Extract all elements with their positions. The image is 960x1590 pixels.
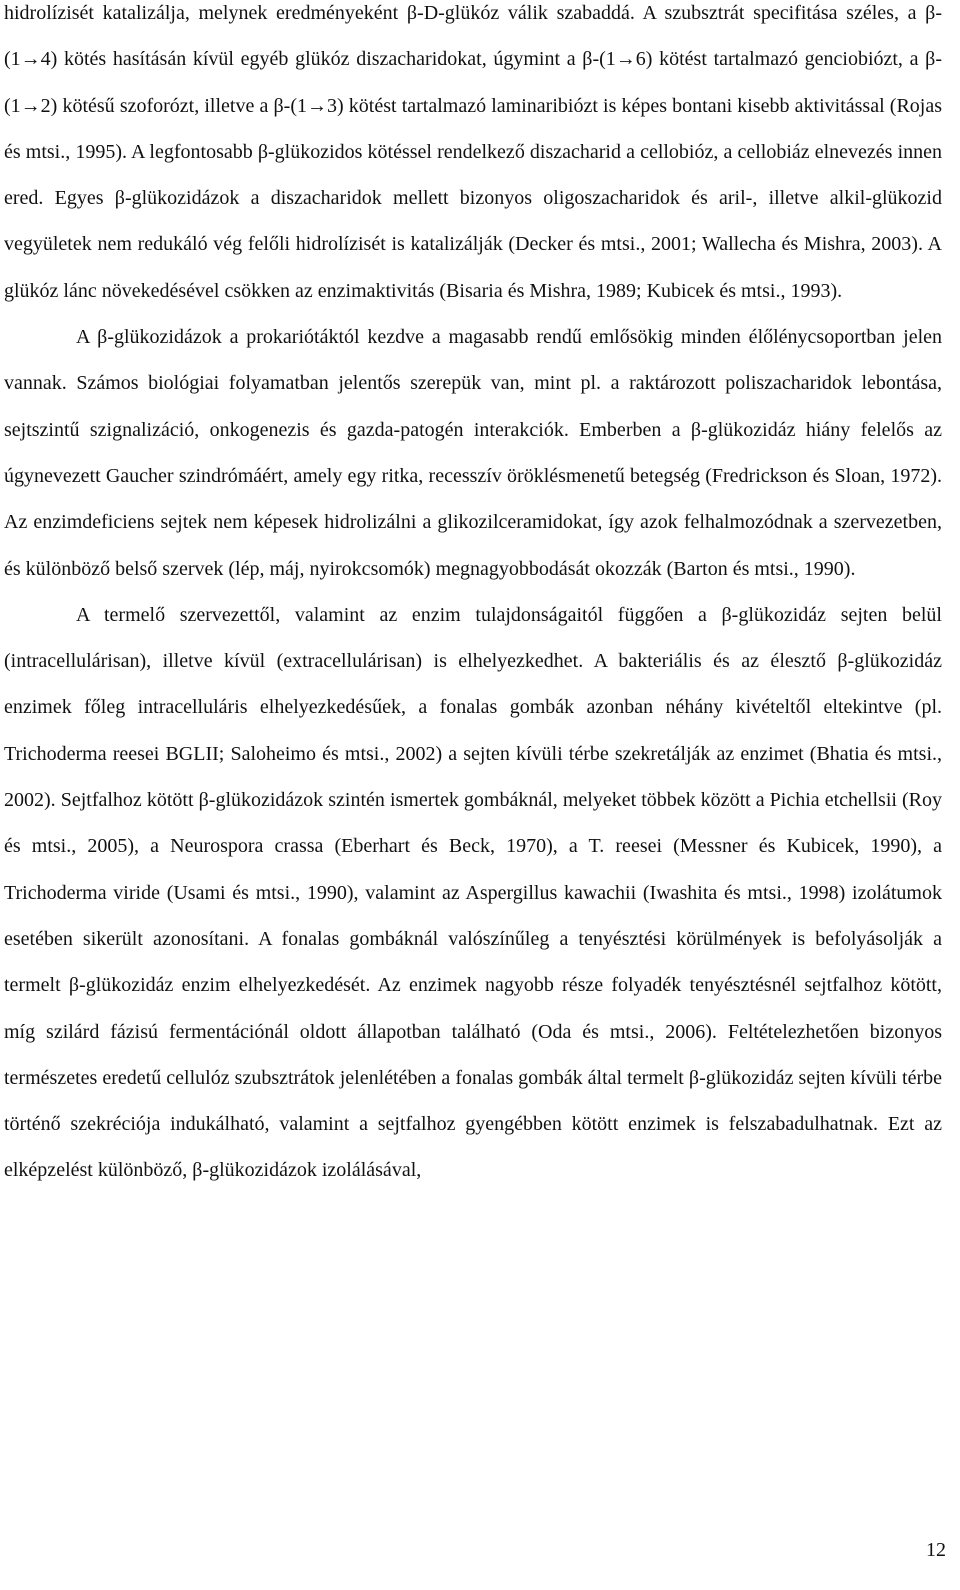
paragraph: hidrolízisét katalizálja, melynek eredményeként β-D-glükóz válik szabaddá. A szubsztrát specifitása széles, a β-(1→4) kötés hasításán kívül egyéb glükóz diszacharidokat, úgymint a β-(1→6) kötést tartalmazó genciobiózt, a β-(1→2) kötésű szoforózt, illetve a β-(1→3) kötést tartalmazó laminaribiózt is képes bontani kisebb aktivitással (Rojas és mtsi., 1995). A legfontosabb β-glükozidos kötéssel rendelkező diszacharid a cellobióz, a cellobiáz elnevezés innen ered. Egyes β-glükozidázok a diszacharidok mellett bizonyos oligoszacharidok és aril-, illetve alkil-glükozid vegyületek nem redukáló vég felőli hidrolízisét is katalizálják (Decker és mtsi., 2001; Wallecha és Mishra, 2003). A glükóz lánc növekedésével csökken az enzimaktivitás (Bisaria és Mishra, 1989; Kubicek és mtsi., 1993). (4, 2, 942, 302)
paragraph: A β-glükozidázok a prokariótáktól kezdve a magasabb rendű emlősökig minden élőlénycsoportban jelen vannak. Számos biológiai folyamatban jelentős szerepük van, mint pl. a raktározott poliszacharidok lebontása, sejtszintű szignalizáció, onkogenezis és gazda-patogén interakciók. Emberben a β-glükozidáz hiány felelős az úgynevezett Gaucher szindrómáért, amely egy ritka, recesszív öröklésmenetű betegség (Fredrickson és Sloan, 1972). Az enzimdeficiens sejtek nem képesek hidrolizálni a glikozilceramidokat, így azok felhalmozódnak a szervezetben, és különböző belső szervek (lép, máj, nyirokcsomók) megnagyobbodását okozzák (Barton és mtsi., 1990). (4, 326, 942, 580)
page-number: 12 (926, 1539, 946, 1561)
paragraph: A termelő szervezettől, valamint az enzim tulajdonságaitól függően a β-glükozidáz sejten belül (intracellulárisan), illetve kívül (extracellulárisan) is elhelyezkedhet. A bakteriális és az élesztő β-glükozidáz enzimek főleg intracelluláris elhelyezkedésűek, a fonalas gombák azonban néhány kivételtől eltekintve (pl. Trichoderma reesei BGLII; Saloheimo és mtsi., 2002) a sejten kívüli térbe szekretálják az enzimet (Bhatia és mtsi., 2002). Sejtfalhoz kötött β-glükozidázok szintén ismertek gombáknál, melyeket többek között a Pichia etchellsii (Roy és mtsi., 2005), a Neurospora crassa (Eberhart és Beck, 1970), a T. reesei (Messner és Kubicek, 1990), a Trichoderma viride (Usami és mtsi., 1990), valamint az Aspergillus kawachii (Iwashita és mtsi., 1998) izolátumok esetében sikerült azonosítani. A fonalas gombáknál valószínűleg a tenyésztési körülmények is befolyásolják a termelt β-glükozidáz enzim elhelyezkedését. Az enzimek nagyobb része folyadék tenyésztésnél sejtfalhoz kötött, míg szilárd fázisú fermentációnál oldott állapotban található (Oda és mtsi., 2006). Feltételezhetően bizonyos természetes eredetű cellulóz szubsztrátok jelenlétében a fonalas gombák által termelt β-glükozidáz sejten kívüli térbe történő szekréciója indukálható, valamint a sejtfalhoz gyengébben kötött enzimek is felszabadulhatnak. Ezt az elképzelést különböző, β-glükozidázok izolálásával, (4, 603, 942, 1182)
body-text (4, 0, 942, 1194)
